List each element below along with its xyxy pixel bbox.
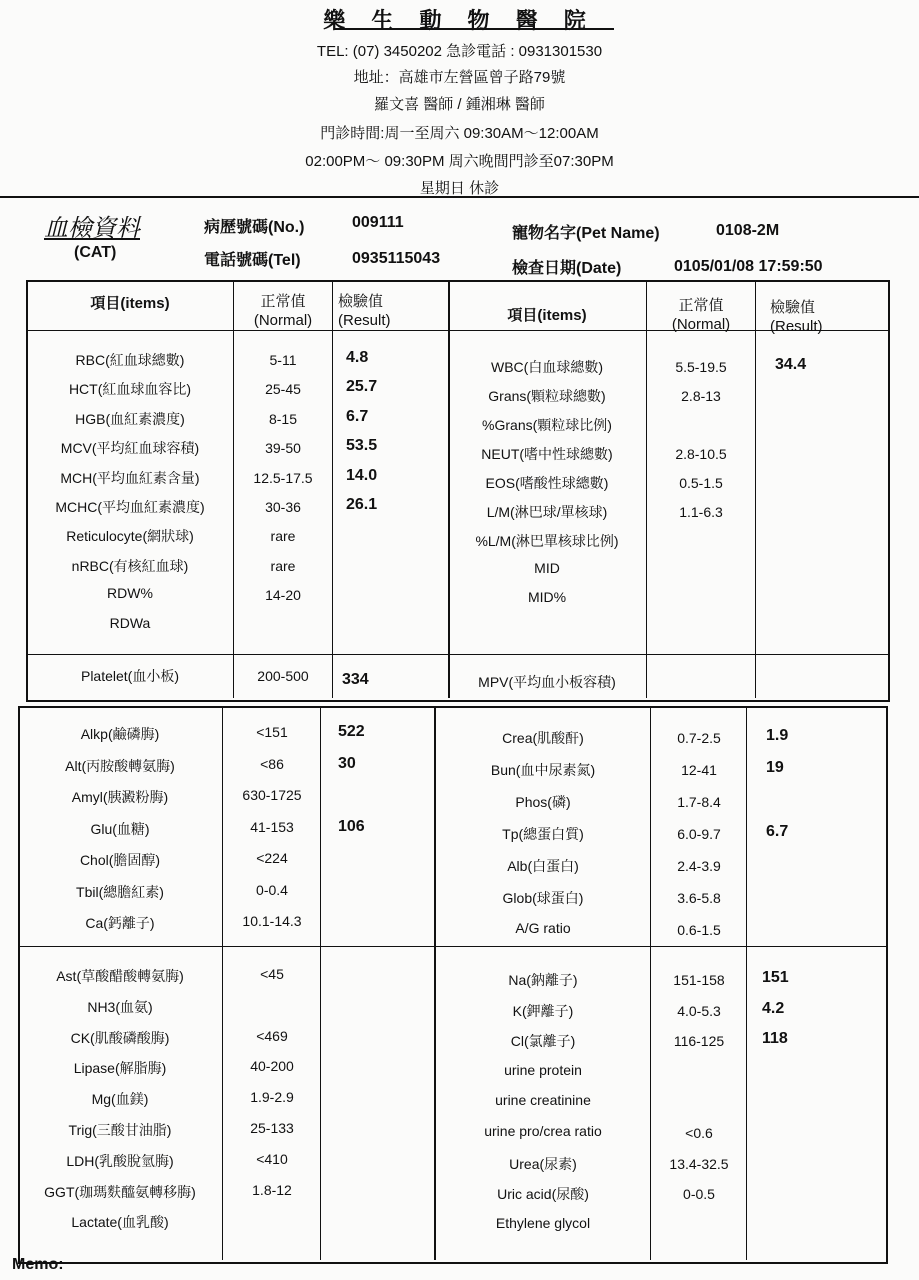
- table-result-value: 6.7: [346, 407, 369, 425]
- table-item-label: Amyl(胰澱粉脢): [71, 789, 169, 805]
- table-item-label: Mg(血鎂): [91, 1091, 149, 1108]
- table-item-label: Glob(球蛋白): [502, 890, 584, 906]
- table-normal-value: 13.4-32.5: [669, 1155, 729, 1172]
- table-result-value: 53.5: [346, 437, 378, 455]
- table-result-value: 34.4: [775, 356, 807, 373]
- table-normal-value: 5.5-19.5: [675, 359, 727, 375]
- table-result-value: 25.7: [346, 378, 378, 396]
- table-item-label: Phos(磷): [515, 794, 571, 810]
- col-rule: [746, 707, 747, 1260]
- table-normal-value: 12.5-17.5: [253, 469, 313, 486]
- tel-label: 電話號碼(Tel): [204, 252, 301, 269]
- platelet-label: Platelet(血小板): [80, 668, 180, 684]
- species-label: (CAT): [74, 244, 117, 261]
- table-item-label: L/M(淋巴球/單核球): [486, 504, 608, 520]
- table-item-label: Tbil(總膽紅素): [76, 883, 164, 900]
- table-normal-value: 116-125: [673, 1033, 725, 1050]
- table-item-label: WBC(白血球總數): [491, 359, 603, 375]
- table-item-label: %Grans(顆粒球比例): [482, 417, 612, 433]
- table-result-value: 6.7: [766, 823, 789, 840]
- clinic-name-underline: [334, 28, 614, 30]
- table-normal-value: 10.1-14.3: [242, 913, 302, 929]
- mpv-label: MPV(平均血小板容積): [478, 674, 616, 690]
- table-item-label: MCH(平均血紅素含量): [60, 469, 200, 486]
- table-normal-value: <151: [256, 724, 288, 740]
- table-normal-value: rare: [270, 528, 296, 545]
- clinic-doctors: 羅文喜 醫師 / 鍾湘琳 醫師: [374, 96, 545, 113]
- table-item-label: CK(肌酸磷酸脢): [70, 1029, 170, 1046]
- col-rule: [448, 281, 450, 698]
- table-normal-value: 2.8-10.5: [675, 446, 727, 462]
- platelet-result: 334: [342, 671, 369, 688]
- table-item-label: NEUT(嗜中性球總數): [481, 446, 613, 462]
- table-item-label: A/G ratio: [515, 920, 571, 936]
- clinic-address: 地址：高雄市左營區曾子路79號: [353, 69, 566, 86]
- table-normal-value: 1.8-12: [252, 1181, 292, 1198]
- table-normal-value: 25-45: [265, 381, 301, 398]
- header-divider: [0, 196, 919, 198]
- table-normal-value: 5-11: [269, 352, 297, 368]
- header-normal-left-2: (Normal): [253, 312, 313, 329]
- table-item-label: K(鉀離子): [512, 1002, 574, 1019]
- table-item-label: RBC(紅血球總數): [75, 352, 185, 368]
- record-no-value: 009111: [352, 214, 404, 231]
- table-result-value: 1.9: [766, 727, 789, 744]
- clinic-hours-1: 門診時間:周一至周六 09:30AM～12:00AM: [320, 125, 599, 142]
- table-normal-value: rare: [270, 557, 296, 574]
- table-item-label: MID: [534, 560, 560, 576]
- platelet-rule: [26, 654, 888, 655]
- header-items-right: 項目(items): [507, 307, 587, 324]
- col-rule: [233, 281, 234, 698]
- table-item-label: Ast(草酸醋酸轉氨脢): [56, 968, 184, 984]
- record-no-label: 病歷號碼(No.): [204, 219, 305, 236]
- table-item-label: %L/M(淋巴單核球比例): [475, 533, 619, 549]
- header-normal-right: [650, 296, 752, 334]
- table-normal-value: 8-15: [268, 410, 298, 427]
- table-normal-value: 4.0-5.3: [677, 1002, 721, 1019]
- table-normal-value: 14-20: [265, 587, 301, 604]
- table-item-label: LDH(乳酸脫氫脢): [66, 1152, 174, 1169]
- table-result-value: 26.1: [346, 496, 378, 513]
- table-item-label: Crea(肌酸酐): [502, 730, 584, 746]
- table-result-value: 118: [762, 1030, 788, 1048]
- platelet-normal: 200-500: [257, 668, 309, 684]
- table-item-label: GGT(珈瑪麩醯氨轉移脢): [44, 1183, 196, 1200]
- table-result-value: 106: [338, 817, 365, 835]
- table-result-value: 151: [762, 969, 789, 986]
- table-normal-value: 3.6-5.8: [677, 890, 721, 906]
- header-result-left: [338, 292, 418, 330]
- table-item-label: Na(鈉離子): [508, 972, 578, 988]
- clinic-hours-3: 星期日 休診: [419, 180, 500, 197]
- table-result-value: 4.8: [346, 349, 369, 366]
- col-rule: [320, 707, 321, 1260]
- table-normal-value: 0-0.4: [256, 881, 288, 898]
- table-normal-value: 1.7-8.4: [677, 794, 721, 810]
- header-result-right: [770, 298, 870, 336]
- record-title: 血檢資料: [44, 214, 140, 242]
- table-result-value: 19: [766, 759, 784, 776]
- table-normal-value: 12-41: [681, 762, 717, 778]
- table-item-label: urine creatinine: [495, 1092, 591, 1109]
- table-normal-value: <224: [256, 850, 288, 866]
- table-item-label: Alb(白蛋白): [507, 858, 579, 874]
- table-item-label: Ca(鈣離子): [85, 915, 155, 931]
- table-item-label: MCHC(平均血紅素濃度): [55, 499, 205, 515]
- table-normal-value: 151-158: [673, 972, 725, 988]
- table-item-label: urine pro/crea ratio: [484, 1123, 602, 1139]
- table-item-label: urine protein: [504, 1061, 582, 1078]
- table-item-label: Bun(血中尿素氮): [490, 762, 596, 778]
- table-item-label: NH3(血氨): [87, 998, 153, 1015]
- table-item-label: Trig(三酸甘油脂): [68, 1122, 172, 1138]
- clinic-tel: TEL: (07) 3450202 急診電話 : 0931301530: [316, 43, 603, 60]
- table-item-label: Glu(血糖): [90, 820, 150, 837]
- clinic-hours-2: 02:00PM～ 09:30PM 周六晚間門診至07:30PM: [305, 153, 614, 170]
- table-normal-value: 1.1-6.3: [679, 504, 723, 520]
- memo-label: Memo:: [12, 1256, 64, 1273]
- table-result-value: 30: [338, 754, 356, 772]
- table-item-label: Cl(氯離子): [510, 1033, 576, 1050]
- date-value: 0105/01/08 17:59:50: [674, 258, 823, 275]
- col-rule: [222, 707, 223, 1260]
- header-result-right-2: (Result): [770, 318, 823, 335]
- table-normal-value: 0.5-1.5: [679, 475, 723, 491]
- table-item-label: Ethylene glycol: [495, 1214, 591, 1231]
- tel-value: 0935115043: [352, 250, 441, 267]
- table-item-label: Alkp(鹼磷脢): [80, 726, 160, 742]
- table-item-label: Reticulocyte(網狀球): [66, 528, 194, 545]
- table-normal-value: 2.8-13: [681, 388, 721, 404]
- header-result-right-1: 檢驗值: [770, 299, 816, 316]
- table-result-value: 14.0: [346, 466, 378, 484]
- header-items-left: 項目(items): [90, 295, 170, 312]
- header-normal-left-1: 正常值: [260, 293, 306, 310]
- table-normal-value: 39-50: [265, 440, 301, 457]
- table-normal-value: 0-0.5: [683, 1186, 715, 1203]
- table-normal-value: <0.6: [685, 1125, 713, 1141]
- header-normal-right-1: 正常值: [678, 297, 724, 314]
- table-normal-value: 0.7-2.5: [677, 730, 721, 746]
- table-item-label: Grans(顆粒球總數): [488, 388, 606, 404]
- table-normal-value: 630-1725: [242, 787, 302, 803]
- table-item-label: Lactate(血乳酸): [71, 1214, 169, 1231]
- table-item-label: HCT(紅血球血容比): [68, 381, 192, 398]
- table-item-label: Alt(丙胺酸轉氨脢): [65, 757, 175, 774]
- pet-name-value: 0108-2M: [716, 222, 780, 239]
- table-normal-value: 1.9-2.9: [250, 1089, 294, 1106]
- table-normal-value: 6.0-9.7: [677, 826, 721, 842]
- header-result-left-1: 檢驗值: [338, 293, 384, 310]
- col-rule: [755, 281, 756, 698]
- table-normal-value: <45: [260, 966, 284, 982]
- table-item-label: EOS(嗜酸性球總數): [485, 475, 609, 491]
- table-normal-value: 0.6-1.5: [677, 922, 721, 938]
- header-result-left-2: (Result): [338, 312, 391, 329]
- clinic-name: 樂 生 動 物 醫 院: [323, 8, 596, 33]
- col-rule: [646, 281, 647, 698]
- table-item-label: MCV(平均紅血球容積): [60, 440, 200, 457]
- table-item-label: Urea(尿素): [509, 1155, 577, 1172]
- table-item-label: RDWa: [109, 614, 151, 631]
- cbc-header-rule: [26, 330, 888, 331]
- table-item-label: Tp(總蛋白質): [502, 826, 584, 842]
- table-normal-value: 25-133: [250, 1120, 294, 1136]
- table-result-value: 522: [338, 723, 365, 740]
- header-normal-right-2: (Normal): [671, 316, 731, 333]
- table-item-label: nRBC(有核紅血球): [71, 557, 189, 574]
- table-normal-value: <469: [256, 1027, 288, 1044]
- date-label: 檢查日期(Date): [512, 260, 622, 277]
- table-normal-value: <410: [256, 1150, 288, 1167]
- col-rule: [332, 281, 333, 698]
- table-item-label: MID%: [527, 589, 567, 605]
- pet-name-label: 寵物名字(Pet Name): [512, 225, 660, 242]
- table-normal-value: 2.4-3.9: [677, 858, 721, 874]
- table-normal-value: <86: [260, 755, 284, 772]
- chem-section-rule: [18, 946, 886, 947]
- col-rule: [650, 707, 651, 1260]
- col-rule: [434, 707, 436, 1260]
- table-item-label: HGB(血紅素濃度): [75, 410, 185, 427]
- table-item-label: RDW%: [107, 585, 153, 602]
- table-item-label: Chol(膽固醇): [79, 852, 161, 868]
- table-item-label: Lipase(解脂脢): [73, 1060, 167, 1077]
- table-item-label: Uric acid(尿酸): [497, 1186, 589, 1203]
- table-normal-value: 41-153: [250, 818, 294, 835]
- header-normal-left: [236, 292, 330, 330]
- table-normal-value: 30-36: [265, 499, 301, 515]
- table-result-value: 4.2: [762, 999, 785, 1017]
- table-normal-value: 40-200: [250, 1058, 294, 1075]
